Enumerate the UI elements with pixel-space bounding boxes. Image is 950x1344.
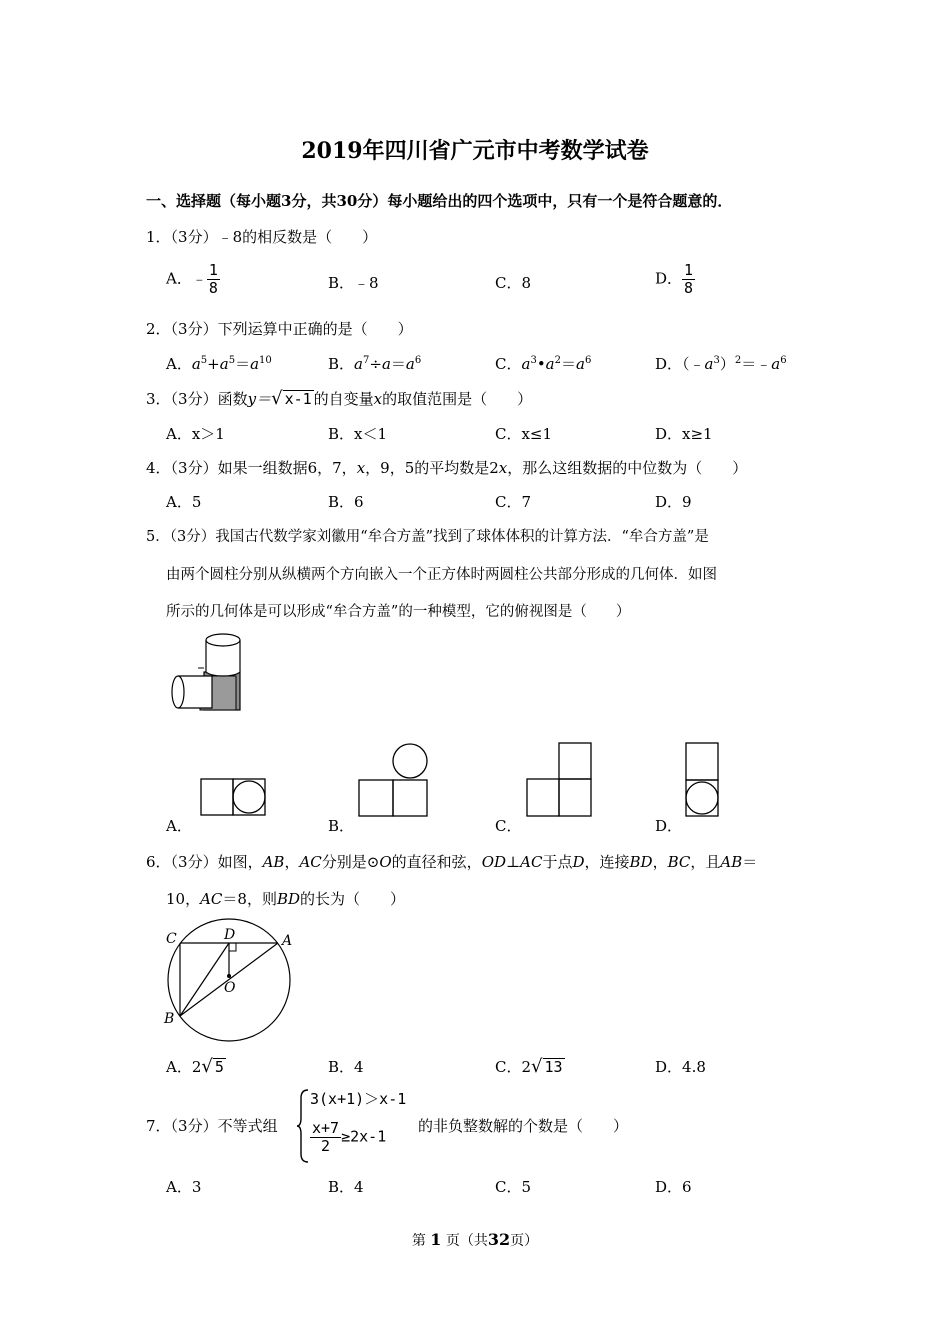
q6-ac: AC	[299, 853, 322, 871]
q6-line2-a: 10，	[166, 890, 201, 908]
q4-stem-pre: 4．（3分）如果一组数据6，7，	[146, 459, 357, 477]
fig-label-c: C	[166, 931, 177, 947]
q1-d-num: 1	[684, 261, 694, 279]
q7-brace	[296, 1088, 310, 1164]
question-2-stem: 2．（3分）下列运算中正确的是（ ）	[146, 320, 413, 338]
q4-option-d: D．9	[655, 493, 692, 511]
q1-d-label: D．	[655, 269, 683, 288]
q6-d: D	[572, 853, 585, 871]
q7-option-d: D．6	[655, 1178, 692, 1196]
q6-text-b: 分别是⊙	[321, 853, 380, 871]
q6-comma: ，	[284, 853, 300, 871]
q6-line2-c: 的长为（ ）	[300, 890, 406, 908]
q6-ab2: AB	[720, 853, 743, 871]
q5-option-b-label: B．	[328, 817, 355, 835]
q5-option-d-figure	[685, 742, 719, 818]
q1-option-c: C．8	[495, 274, 532, 292]
question-5-line-3: 所示的几何体是可以形成“牟合方盖”的一种模型，它的俯视图是（ ）	[166, 604, 631, 620]
page-title: 2019年四川省广元市中考数学试卷	[301, 138, 649, 164]
q3-radicand: x-1	[284, 390, 312, 408]
q2-option-c: C．$a^3•a^2=a^6$	[495, 355, 592, 373]
q6-option-c: C．2√ 13	[495, 1056, 563, 1077]
q6-perp: ⊥	[506, 853, 521, 871]
q3-option-d: D．x≥1	[655, 425, 713, 443]
q7-ineq2-rhs: ≥2x-1	[341, 1127, 387, 1146]
q3-option-a: A．x＞1	[166, 425, 225, 443]
q3-prefix: 3．（3分）函数	[146, 390, 248, 408]
q6-option-d: D．4.8	[655, 1058, 706, 1076]
q1-option-d	[655, 262, 695, 297]
q6-text-c: 的直径和弦，	[391, 853, 482, 871]
q6-c-pre: C．2	[495, 1058, 532, 1076]
fig-label-o: O	[224, 980, 236, 996]
page-footer	[0, 1230, 950, 1250]
question-3-stem: 3．（3分）函数y＝√ x-1 的自变量x的取值范围是（ ）	[146, 388, 533, 409]
q2-option-a: A．$a^5+a^5=a^{10}$	[166, 355, 272, 373]
q6-bd2: BD	[276, 890, 301, 908]
q5-option-a-label: A．	[166, 817, 192, 835]
q6-a-radicand: 5	[214, 1058, 224, 1076]
q7-ineq2-num: x+7	[312, 1119, 340, 1137]
q6-eq: ＝	[742, 853, 758, 871]
q6-text-e: 于点	[542, 853, 573, 871]
question-5-line-2: 由两个圆柱分别从纵横两个方向嵌入一个正方体时两圆柱公共部分形成的几何体．如图	[166, 567, 717, 583]
question-7-prefix: 7．（3分）不等式组	[146, 1117, 278, 1135]
q4-option-c: C．7	[495, 493, 532, 511]
q5-option-c-label: C．	[495, 817, 522, 835]
footer-pre: 第	[411, 1233, 426, 1249]
q6-ac2: AC	[520, 853, 543, 871]
q7-option-a: A．3	[166, 1178, 202, 1196]
footer-mid: 页（共	[445, 1233, 488, 1249]
question-6-line-2	[166, 888, 405, 909]
footer-post: 页）	[510, 1233, 539, 1249]
q3-suffix-post: 的取值范围是（ ）	[382, 390, 533, 408]
q6-ab: AB	[262, 853, 285, 871]
q1-option-a	[166, 262, 220, 297]
q7-inequality-2	[310, 1120, 386, 1155]
q7-ineq2-fraction	[310, 1120, 341, 1155]
q1-a-label: A．﹣	[166, 269, 207, 288]
question-1-stem: 1．（3分）﹣8的相反数是（ ）	[146, 228, 378, 246]
q4-x2: x	[498, 459, 508, 477]
q6-od: OD	[481, 853, 507, 871]
section-heading: 一、选择题（每小题3分，共30分）每小题给出的四个选项中，只有一个是符合题意的．	[146, 192, 733, 210]
q6-a-pre: A．2	[166, 1058, 202, 1076]
q6-bc: BC	[667, 853, 691, 871]
q4-stem-post: ，那么这组数据的中位数为（ ）	[507, 459, 748, 477]
q1-a-den: 8	[208, 279, 218, 297]
q6-text-h: ，且	[690, 853, 721, 871]
q3-var: x	[373, 390, 383, 408]
q6-text-f: ，连接	[584, 853, 630, 871]
q6-bd: BD	[629, 853, 653, 871]
q7-inequality-1: 3(x+1)＞x-1	[310, 1090, 407, 1108]
q3-option-b: B．x＜1	[328, 425, 388, 443]
q5-option-d-label: D．	[655, 817, 683, 835]
q6-o: O	[379, 853, 392, 871]
q6-ac3: AC	[200, 890, 223, 908]
q7-option-b: B．4	[328, 1178, 364, 1196]
q1-d-den: 8	[684, 279, 694, 297]
q2-a-label: A．	[166, 355, 192, 373]
q5-option-a-figure	[200, 778, 266, 816]
q6-option-b: B．4	[328, 1058, 364, 1076]
q5-option-c-figure	[526, 742, 592, 818]
question-5-line-1: 5．（3分）我国古代数学家刘徽用“牟合方盖”找到了球体体积的计算方法．“牟合方盖”是	[146, 529, 709, 545]
q6-option-a: A．2√ 5	[166, 1056, 224, 1077]
q2-option-b: B．$a^7\div a=a^6$	[328, 355, 422, 373]
question-4-stem	[146, 457, 747, 478]
q4-option-b: B．6	[328, 493, 364, 511]
q1-option-b: B．﹣8	[328, 274, 379, 292]
q2-d-label: D．	[655, 355, 683, 373]
q4-stem-mid: ，9，5的平均数是2	[365, 459, 499, 477]
q1-a-fraction	[207, 262, 220, 297]
q6-pre: 6．（3分）如图，	[146, 853, 263, 871]
q3-y-eq: y＝	[247, 390, 272, 408]
q5-solid-figure	[168, 632, 244, 714]
fig-label-b: B	[164, 1011, 175, 1027]
q6-c-radicand: 13	[544, 1058, 563, 1076]
q3-suffix-pre: 的自变量	[313, 390, 374, 408]
q6-line2-b: ＝8，则	[222, 890, 277, 908]
q4-x: x	[356, 459, 366, 477]
q7-option-c: C．5	[495, 1178, 532, 1196]
q5-option-b-figure	[358, 742, 430, 818]
q6-comma2: ，	[652, 853, 668, 871]
footer-total-pages: 32	[487, 1230, 511, 1249]
question-6-line-1	[146, 851, 757, 872]
q3-option-c: C．x≤1	[495, 425, 553, 443]
fig-label-d: D	[224, 927, 236, 943]
q2-option-d: D．$(﹣a^3)^2=﹣a^6$	[655, 355, 787, 373]
fig-label-a: A	[282, 933, 293, 949]
q1-a-num: 1	[208, 261, 218, 279]
q6-circle-figure	[160, 924, 300, 1028]
q1-d-fraction	[682, 262, 695, 297]
q4-option-a: A．5	[166, 493, 202, 511]
footer-page-number: 1	[430, 1230, 442, 1249]
q2-b-label: B．	[328, 355, 355, 373]
q7-ineq2-den: 2	[321, 1137, 331, 1155]
q2-c-label: C．	[495, 355, 522, 373]
question-7-suffix: 的非负整数解的个数是（ ）	[418, 1117, 629, 1135]
